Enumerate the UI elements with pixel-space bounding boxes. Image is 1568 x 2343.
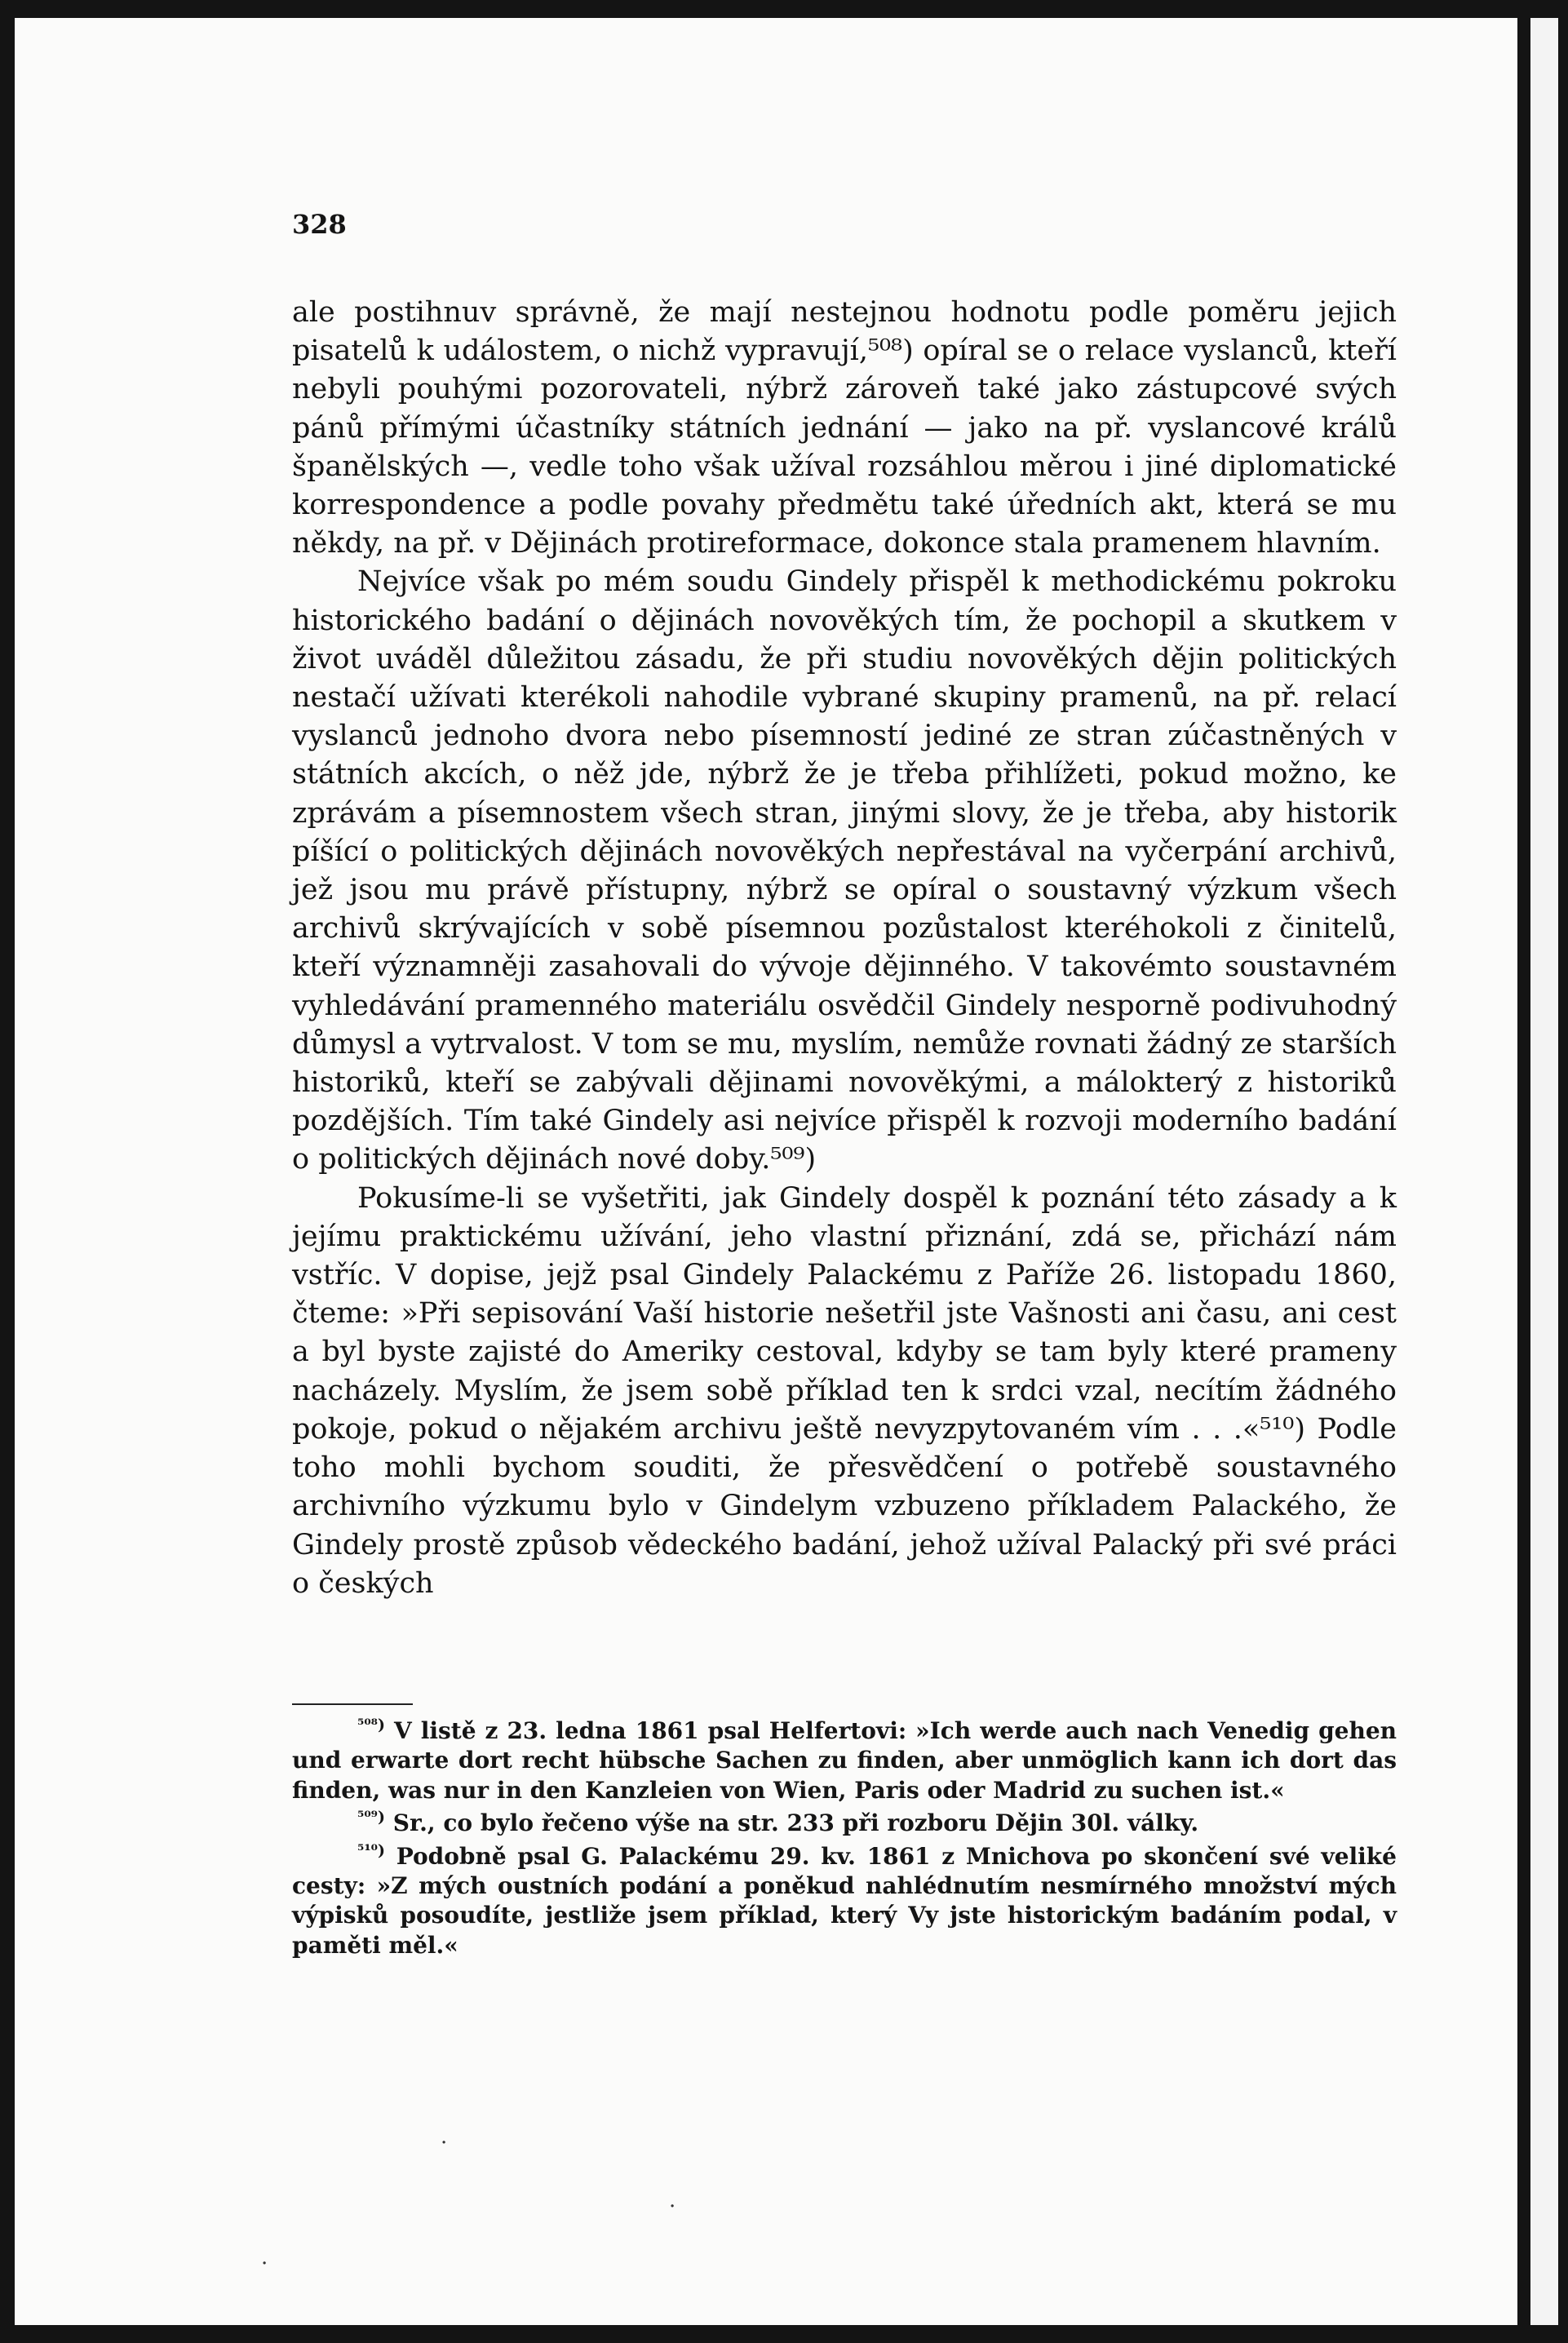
print-speck: · <box>441 2131 448 2155</box>
footnote-text: V listě z 23. ledna 1861 psal Helfertovi: »Ich werde auch nach Venedig gehen und erwarte dort recht hübsche Sachen zu finden, aber unmöglich kann ich dort das finden, was nur in den Kanzleien von Wien, Paris oder Madrid zu suchen ist.« <box>292 1717 1397 1804</box>
print-speck: · <box>669 2195 676 2219</box>
footnotes <box>292 1716 1397 1964</box>
footnote <box>292 1842 1397 1961</box>
footnote <box>292 1716 1397 1805</box>
footnote-mark: ⁵¹⁰) <box>357 1841 385 1860</box>
footnote-mark: ⁵⁰⁹) <box>357 1808 385 1827</box>
page-number: 328 <box>292 209 347 240</box>
paragraph: Pokusíme-li se vyšetřiti, jak Gindely dospěl k poznání této zásady a k jejímu praktickému užívání, jeho vlastní přiznání, zdá se, přichází nám vstříc. V dopise, jejž psal Gindely Palackému z Paříže 26. listopadu 1860, čteme: »Při sepisování Vaší historie nešetřil jste Vašnosti ani času, ani cest a byl byste zajisté do Ameriky cestoval, kdyby se tam byly které prameny nacházely. Myslím, že jsem sobě příklad ten k srdci vzal, necítím žádného pokoje, pokud o nějakém archivu ještě nevyzpytovaném vím . . .«⁵¹⁰) Podle toho mohli bychom souditi, že přesvědčení o potřebě soustavného archivního výzkumu bylo v Gindelym vzbuzeno příkladem Palackého, že Gindely prostě způsob vědeckého badání, jehož užíval Palacký při své práci o českých <box>292 1181 1397 1600</box>
footnote-separator <box>292 1703 413 1705</box>
body-text <box>292 294 1397 1603</box>
footnote-text: Podobně psal G. Palackému 29. kv. 1861 z Mnichova po skončení své veliké cesty: »Z mých oustních podání a poněkud nahlédnutím nesmírného množství mých výpisků posoudíte, jestliže jsem příklad, který Vy jste historickým badáním podal, v paměti měl.« <box>292 1842 1397 1959</box>
footnote-text: Sr., co bylo řečeno výše na str. 233 při rozboru Dějin 30l. války. <box>384 1809 1199 1837</box>
paragraph: Nejvíce však po mém soudu Gindely přispěl k methodickému pokroku historického badání o dějinách novověkých tím, že pochopil a skutkem v život uváděl důležitou zásadu, že při studiu novověkých dějin politických nestačí užívati kterékoli nahodile vybrané skupiny pramenů, na př. relací vyslanců jednoho dvora nebo písemností jediné ze stran zúčastněných v státních akcích, o něž jde, nýbrž že je třeba přihlížeti, pokud možno, ke zprávám a písemnostem všech stran, jinými slovy, že je třeba, aby historik píšící o politických dějinách novověkých nepřestával na vyčerpání archivů, jež jsou mu právě přístupny, nýbrž se opíral o soustavný výzkum všech archivů skrývajících v sobě písemnou pozůstalost kteréhokoli z činitelů, kteří významněji zasahovali do vývoje dějinného. V takovémto soustavném vyhledávání pramenného materiálu osvědčil Gindely nesporně podivuhodný důmysl a vytrvalost. V tom se mu, myslím, nemůže rovnati žádný ze starších historiků, kteří se zabývali dějinami novověkými, a málokterý z historiků pozdějších. Tím také Gindely asi nejvíce přispěl k rozvoji moderního badání o politických dějinách nové doby.⁵⁰⁹) <box>292 565 1397 1176</box>
print-speck: · <box>261 2252 268 2276</box>
adjacent-page-edge <box>1530 18 1558 2325</box>
footnote <box>292 1809 1397 1838</box>
paragraph: ale postihnuv správně, že mají nestejnou hodnotu podle poměru jejich pisatelů k událostem, o nichž vypravují,⁵⁰⁸) opíral se o relace vyslanců, kteří nebyli pouhými pozorovateli, nýbrž zároveň také jako zástupcové svých pánů přímými účastníky státních jednání — jako na př. vyslancové králů španělských —, vedle toho však užíval rozsáhlou měrou i jiné diplomatické korrespondence a podle povahy předmětu také úředních akt, která se mu někdy, na př. v Dějinách protireformace, dokonce stala pramenem hlavním. <box>292 296 1397 560</box>
footnote-mark: ⁵⁰⁸) <box>357 1716 385 1734</box>
